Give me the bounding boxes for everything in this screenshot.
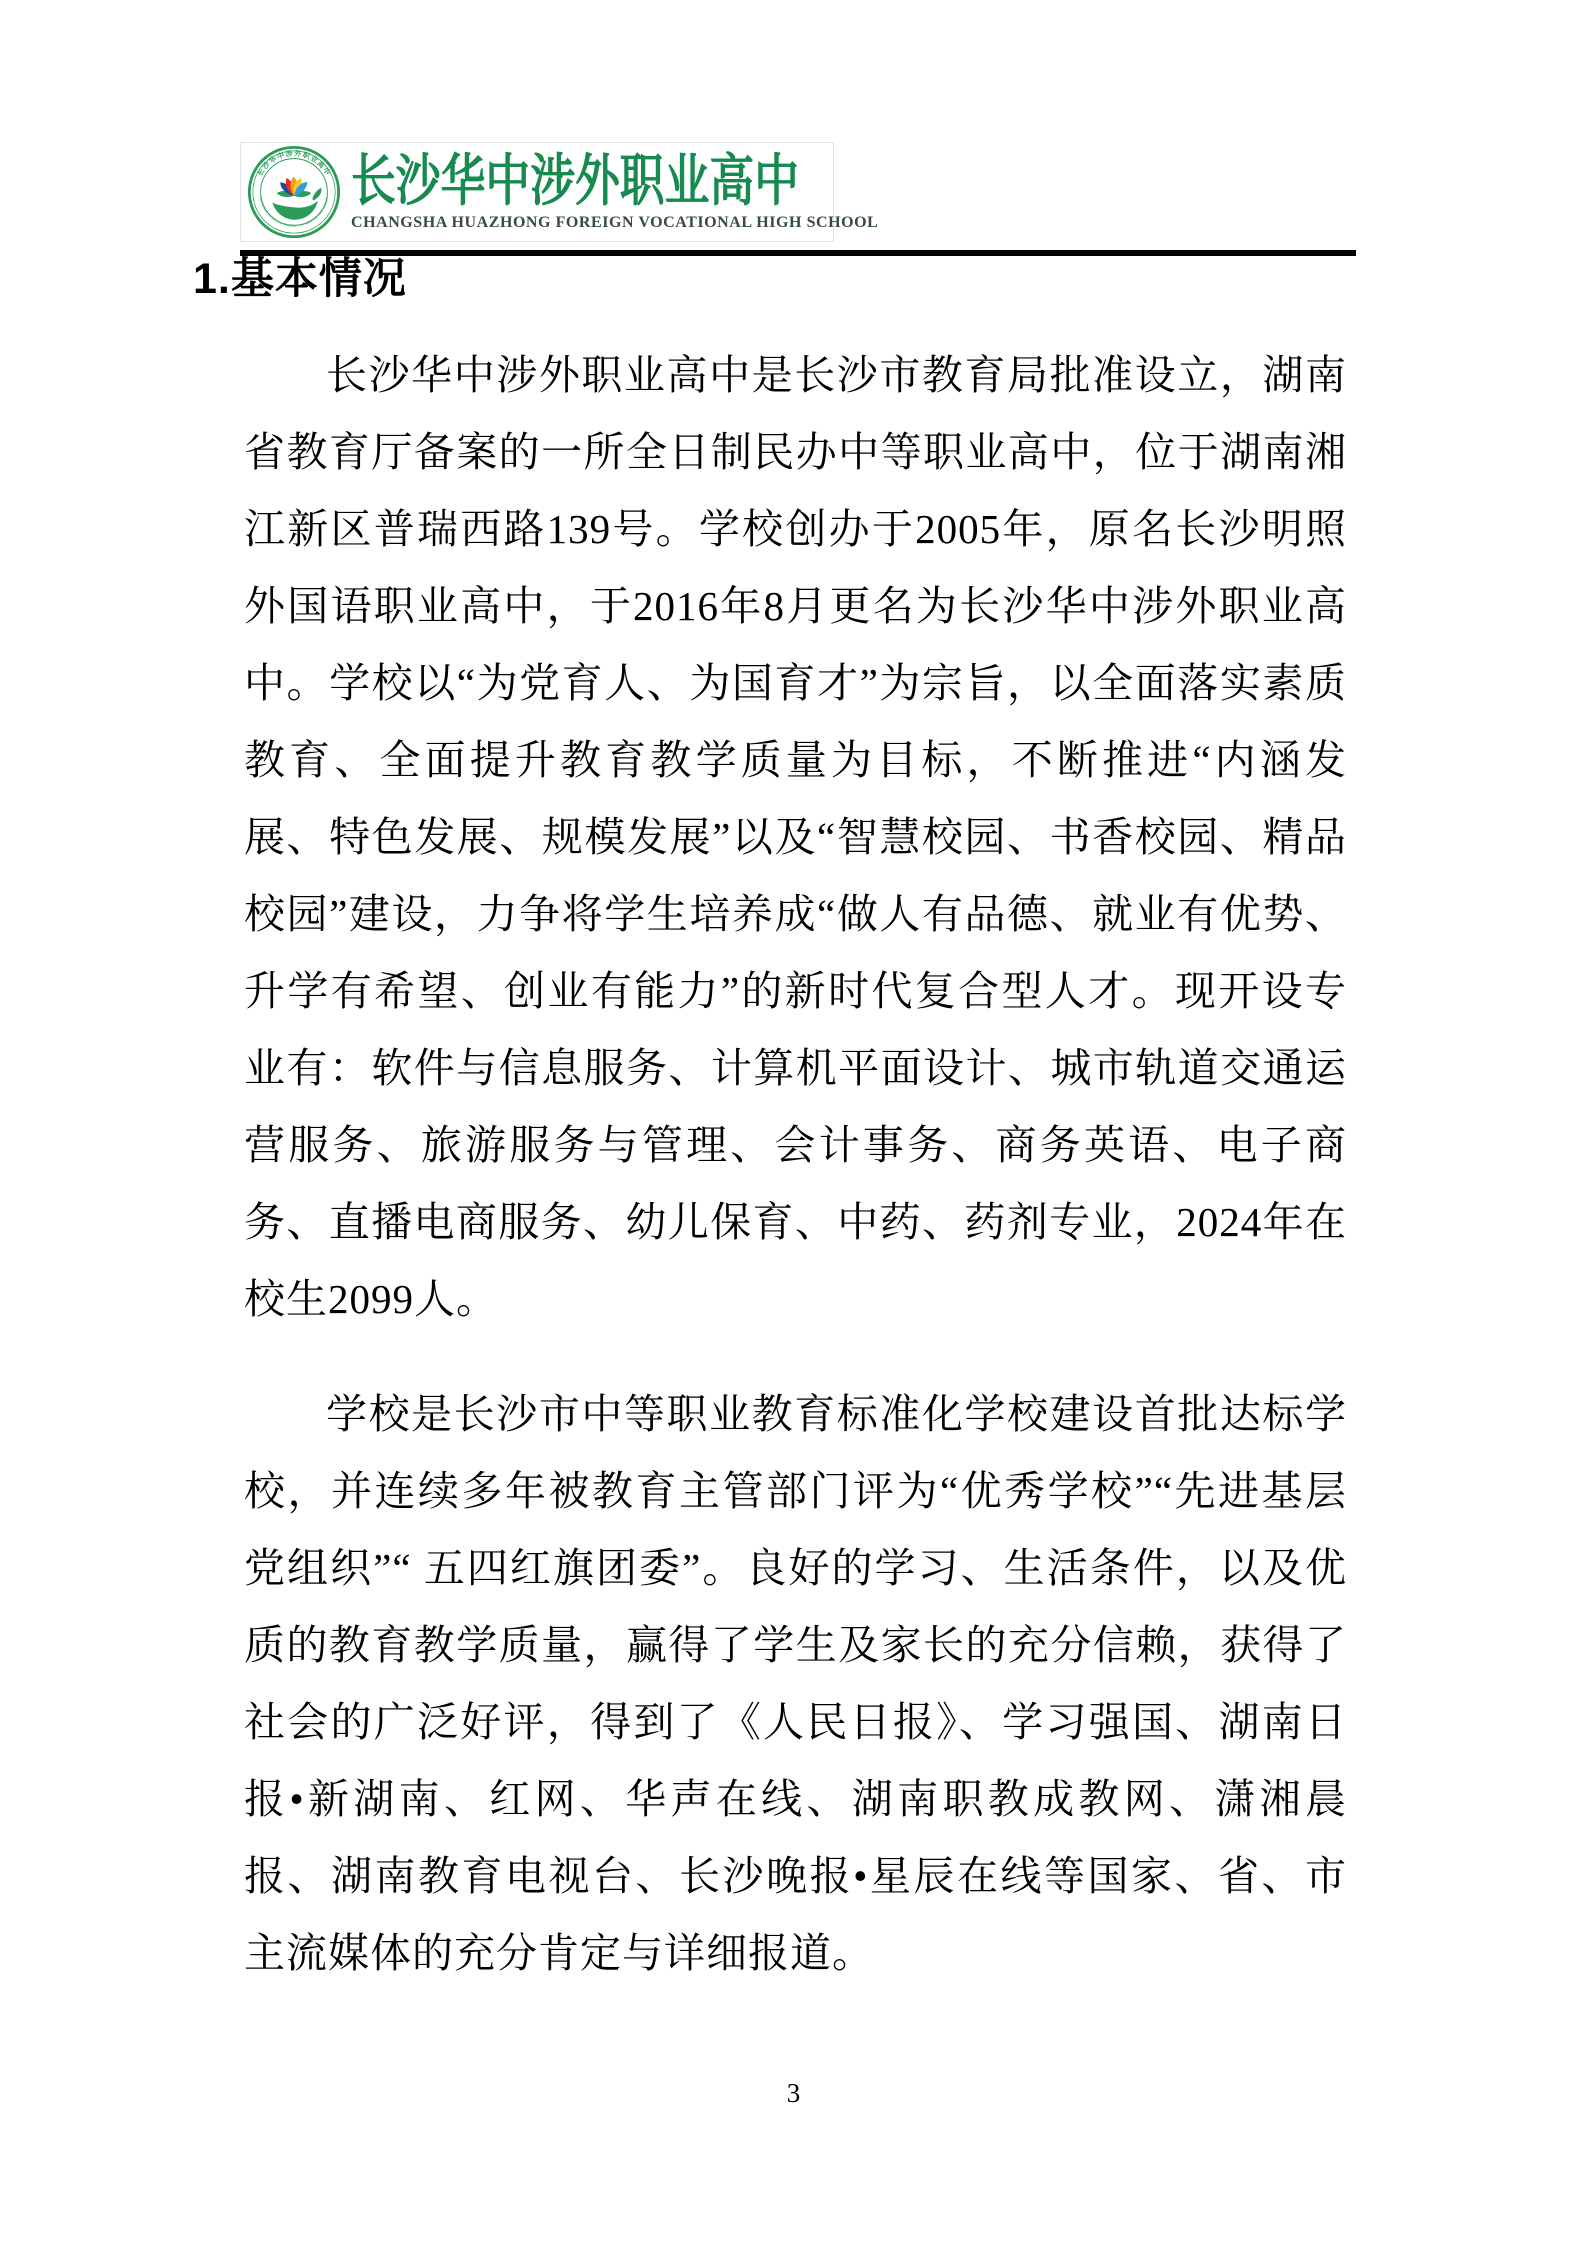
page-number: 3 <box>786 2078 801 2108</box>
emblem-ring-text-en: CHANGSHA HUAZHONG FOREIGN VOCATIONAL HIGH SCHOOL <box>258 195 330 228</box>
document-body <box>244 337 1347 2030</box>
paragraph-1: 长沙华中涉外职业高中是长沙市教育局批准设立，湖南省教育厅备案的一所全日制民办中等职业高中，位于湖南湘江新区普瑞西路139号。学校创办于2005年，原名长沙明照外国语职业高中，于2016年8月更名为长沙华中涉外职业高中。学校以“为党育人、为国育才”为宗旨，以全面落实素质教育、全面提升教育教学质量为目标，不断推进“内涵发展、特色发展、规模发展”以及“智慧校园、书香校园、精品校园”建设，力争将学生培养成“做人有品德、就业有优势、升学有希望、创业有能力”的新时代复合型人才。现开设专业有：软件与信息服务、计算机平面设计、城市轨道交通运营服务、旅游服务与管理、会计事务、商务英语、电子商务、直播电商服务、幼儿保育、中药、药剂专业，2024年在校生2099人。 <box>244 352 1347 1322</box>
header-divider <box>240 250 1356 256</box>
logo-subtitle: CHANGSHA HUAZHONG FOREIGN VOCATIONAL HIGH SCHOOL <box>351 213 879 231</box>
logo-text-block <box>351 150 879 232</box>
logo-title: 长沙华中涉外职业高中 <box>351 150 799 213</box>
paragraph-2: 学校是长沙市中等职业教育标准化学校建设首批达标学校，并连续多年被教育主管部门评为“优秀学校”“先进基层党组织”“ 五四红旗团委”。良好的学习、生活条件，以及优质的教育教学质量，赢得了学生及家长的充分信赖，获得了社会的广泛好评，得到了《人民日报》、学习强国、湖南日报•新湖南、红网、华声在线、湖南职教成教网、潇湘晨报、湖南教育电视台、长沙晚报•星辰在线等国家、省、市主流媒体的充分肯定与详细报道。 <box>244 1391 1347 1976</box>
school-emblem-icon <box>247 145 341 239</box>
emblem-ring-text-zh: 长沙华中涉外职业高中 <box>255 149 333 178</box>
page-header <box>240 142 1356 256</box>
school-logo <box>240 142 879 242</box>
section-heading: 1.基本情况 <box>193 255 407 303</box>
